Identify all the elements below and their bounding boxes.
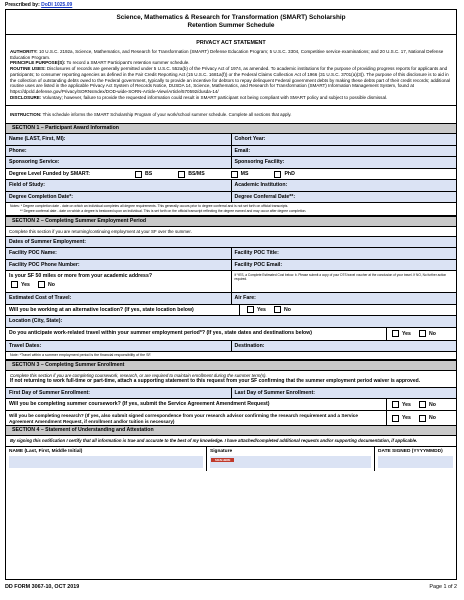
section-3-header: SECTION 3 – Completing Summer Enrollment — [6, 360, 456, 371]
name-field[interactable]: Name (LAST, First, MI): — [9, 136, 66, 143]
bsms-checkbox[interactable] — [178, 171, 185, 178]
cohort-year-field[interactable]: Cohort Year: — [231, 134, 457, 145]
estimated-cost-field[interactable]: Estimated Cost of Travel: — [9, 295, 72, 302]
signature-input[interactable] — [210, 456, 371, 468]
sponsoring-service-field[interactable]: Sponsoring Service: — [9, 159, 60, 166]
sponsoring-facility-field[interactable]: Sponsoring Facility: — [231, 157, 457, 168]
signature-label: Signature — [210, 448, 233, 454]
form-title-line2: Retention Summer Schedule — [187, 22, 275, 29]
alt-location-question: Will you be working at an alternative location? (If yes, state location below) — [9, 306, 194, 313]
page-number: Page 1 of 2 — [429, 584, 457, 590]
facility-poc-phone-field[interactable]: Facility POC Phone Number: — [9, 261, 80, 268]
research-question: Will you be completing research? (If yes, also submit signed correspondence from your research advisor confirming the research requirement and a Service Agreement Amendment Request, if enrollment and/or tuition is necessary) — [9, 413, 359, 424]
section-3-intro: Complete this section if you are completing coursework, research, or are required to maintain enrollment during the summer term(s). If not returning to work full-time or part-time, attach a supporting statement to this request from your SF confirming that the summer employment period waiver is approved. — [6, 371, 456, 387]
signer-name-label: NAME (Last, First, Middle Initial) — [9, 448, 83, 454]
field-of-study-field[interactable]: Field of Study: — [9, 182, 46, 189]
date-signed-label: DATE SIGNED (YYYYMMDD) — [378, 448, 443, 454]
facility-poc-name-field[interactable]: Facility POC Name: — [9, 250, 57, 257]
section-2-header: SECTION 2 – Completing Summer Employment Period — [6, 216, 456, 227]
bs-label: BS — [145, 171, 153, 178]
section-1-header: SECTION 1 – Participant Award Information — [6, 123, 456, 134]
section-1-notes: Notes: * Degree completion date - date on which an individual completes all degree requirements. This generally occurs prior to degree conferral and is not set forth on official transcripts. ** Degree conferral date - date on which a degree is bestowed upon an individual. This is set forth on the official transcript reflecting the degree earned and may occur after degree completion. — [6, 203, 456, 215]
prescribed-by — [5, 2, 72, 8]
travel-dates-field[interactable]: Travel Dates: — [9, 342, 42, 349]
date-signed-field[interactable] — [374, 447, 456, 471]
miles-note: If YES, a Complete Estimated Cost below. b. Please submit a copy of your DTS travel voucher at the conclusion of your travel. If NO, No further action required. — [231, 271, 457, 292]
location-field[interactable]: Location (City, State): — [9, 318, 63, 325]
facility-poc-title-field[interactable]: Facility POC Title: — [231, 248, 457, 259]
travel-yes-checkbox[interactable] — [392, 330, 399, 337]
last-day-enrollment-field[interactable]: Last Day of Summer Enrollment: — [231, 388, 457, 399]
facility-poc-email-field[interactable]: Facility POC Email: — [231, 260, 457, 271]
ms-label: MS — [240, 171, 249, 178]
phone-field[interactable]: Phone: — [9, 147, 27, 154]
sign-here-tag: SIGN HERE — [211, 458, 234, 462]
research-no-checkbox[interactable] — [419, 415, 426, 422]
air-fare-field[interactable]: Air Fare: — [231, 293, 457, 304]
section-4-header: SECTION 4 – Statement of Understanding and Attestation — [6, 426, 456, 436]
date-signed-input[interactable] — [378, 456, 453, 468]
prescribed-link[interactable]: DoDI 1025.09 — [41, 2, 73, 8]
destination-field[interactable]: Destination: — [231, 341, 457, 352]
privacy-statement: AUTHORITY: 10 U.S.C. 2192a, Science, Mathematics, and Research for Transformation (SMART) Defense Education Program; 5 U.S.C. 3304, Competitive service examinations; and 20 U.S.C. 17, National Defense Education Program. PRINCIPLE PURPOSE(S): To record a SMART Participant's retention summer schedule. ROUTINE USES: Disclosures of records are generally permitted under 5 U.S.C. 552a(b) of the Privacy Act of 1974, as amended. To academic institutions for the purpose of providing progress reports for applicants and participants; to consumer reporting agencies as defined in the Fair Credit Reporting Act (15 U.S.C. 1681a(f)) or the Federal Claims Collection Act of 1966 (31 U.S.C. 3701(a)(3)). The purpose of this disclosure is to aid in the collection of outstanding debts owed to the Federal government, typically to provide an incentive for debtors to repay delinquent Federal government debts by making these debts part of their credit records; additional routine uses are listed in the applicable Privacy Act System of Records Notice, DUSDA 14, Science, Mathematics, and Research for Transformation (SMART) Information Management System, found at https://dpcld.defense.gov/Privacy/SORNsIndex/DOD-wide-SORN-Article-View/Article/570592/dusda-14/ DISCLOSURE: Voluntary; however, failure to provide the requested information could result in SMART participant not being compliant with SMART policy and subject to possible dismissal. — [10, 49, 451, 100]
signature-field[interactable] — [206, 447, 374, 471]
form: Science, Mathematics & Research for Transformation (SMART) Scholarship Retention Summer Schedule PRIVACY ACT STATEMENT AUTHORITY: 10 U.S.C. 2192a, Science, Mathematics, and Research for Transformation (SMART) Defense Education Program; 5 U.S.C. 3304, Competitive service examinations; and 20 U.S.C. 17, National Defense Education Program. PRINCIPLE PURPOSE(S): To record a SMART Participant's retention summer schedule. ROUTINE USES: Disclosures of records are generally permitted under 5 U.S.C. 552a(b) of the Privacy Act of 1974, as amended. To academic institutions for the purpose of providing progress reports for applicants and participants; to consumer reporting agencies as defined in the Fair Credit Reporting Act (15 U.S.C. 1681a(f)) or the Federal Claims Collection Act of 1966 (31 U.S.C. 3701(a)(3)). The purpose of this disclosure is to aid in the collection of outstanding debts owed to the Federal government, typically to provide an incentive for debtors to repay delinquent Federal government debts by making these debts part of their credit records; additional routine uses are listed in the applicable Privacy Act System of Records Notice, DUSDA 14, Science, Mathematics, and Research for Transformation (SMART) Information Management System, found at https://dpcld.defense.gov/Privacy/SORNsIndex/DOD-wide-SORN-Article-View/Article/570592/dusda-14/ DISCLOSURE: Voluntary; however, failure to provide the requested information could result in SMART participant not being compliant with SMART policy and subject to possible dismissal. INSTRUCTION: This schedule informs the SMART Scholarship Program of your work/school summer schedule. Complete all sections that apply. SECTION 1 – Participant Award Information Name (LAST, First, MI): Cohort Year: Phone: Email: Sponsoring Service: Sponsoring Facility: Degree Level Funded by SMART: BS BS/MS MS PhD Field of Study: Academic Institution: Degree Completion Date*: Degree Conferral Date**: Notes: * Degree completion date - date on which an individual completes all degree requirements. This generally occurs prior to degree conferral and is not set forth on official transcripts. ** Degree conferral date - date on which a degree is bestowed upon an individual. This is set forth on the official transcript reflecting the degree earned and may occur after degree completion. SECTION 2 – Completing Summer Employment Period Complete this section if you are returning/continuing employment at your SF over the summer. Dates of Summer Employment: Facility POC Name: Facility POC Title: Facility POC Phone Number: Facility POC Email: Is your SF 50 miles or more from your academic address? Yes No If YES, a Complete Estimated Cost below. b. Please submit a copy of your DTS travel voucher at the conclusion of your travel. If NO, No further action required. Estimated Cost of Travel: Air Fare: Will you be working at an alternative location? (If yes, state location below) Yes No Location (City, State): Do you anticipate work-related travel within your summer employment period*? (If yes, state dates and destinations below) Yes No Travel Dates: Destination: Note: *Travel within a summer employment period is the financial responsibility of the SF. SECTION 3 – Completing Summer Enrollment Complete this section if you are completing coursework, research, or are required to maintain enrollment during the summer term(s). If not returning to work full-time or part-time, attach a supporting statement to this request from your SF confirming that the summer employment period waiver is approved. First Day of Summer Enrollment: Last Day of Summer Enrollment: Will you be completing summer coursework? (If yes, submit the Service Agreement Amendment Request) Yes No Will you be completing research? (If yes, also submit signed correspondence from your research advisor confirming the research requirement and a Service Agreement Amendment Request, if enrollment and/or tuition is necessary) Yes No SECTION 4 – Statement of Understanding and Attestation By signing this notification I certify that all information is true and accurate to the best of my knowledge. I have attached/completed additional requests and/or supporting documentation, if applicable. NAME (Last, First, Middle Initial) Signature SIGN HERE DATE SIGNED (YYYYMMDD) — [5, 9, 457, 580]
travel-question: Do you anticipate work-related travel within your summer employment period*? (If yes, state dates and destinations below) — [9, 329, 312, 336]
email-field[interactable]: Email: — [231, 146, 457, 157]
ms-checkbox[interactable] — [231, 171, 238, 178]
alt-no-checkbox[interactable] — [274, 306, 281, 313]
phd-label: PhD — [284, 171, 295, 178]
miles-yes-checkbox[interactable] — [11, 281, 18, 288]
academic-institution-field[interactable]: Academic Institution: — [231, 180, 457, 191]
degree-completion-date-field[interactable]: Degree Completion Date*: — [9, 193, 73, 200]
bs-checkbox[interactable] — [135, 171, 142, 178]
signer-name-input[interactable] — [9, 456, 203, 468]
travel-no-checkbox[interactable] — [419, 330, 426, 337]
instruction: INSTRUCTION: This schedule informs the SMART Scholarship Program of your work/school summer schedule. Complete all sections that apply. — [10, 112, 292, 118]
bsms-label: BS/MS — [188, 171, 205, 178]
coursework-question: Will you be completing summer coursework? (If yes, submit the Service Agreement Amendment Request) — [9, 401, 270, 408]
section-2-note: Note: *Travel within a summer employment period is the financial responsibility of the SF. — [6, 352, 456, 360]
miles-no-checkbox[interactable] — [38, 281, 45, 288]
dates-of-summer-employment-field[interactable]: Dates of Summer Employment: — [9, 238, 86, 245]
phd-checkbox[interactable] — [274, 171, 281, 178]
coursework-yes-checkbox[interactable] — [392, 401, 399, 408]
coursework-no-checkbox[interactable] — [419, 401, 426, 408]
alt-yes-checkbox[interactable] — [247, 306, 254, 313]
signer-name-field[interactable] — [6, 447, 206, 471]
research-yes-checkbox[interactable] — [392, 415, 399, 422]
attestation-statement: By signing this notification I certify that all information is true and accurate to the best of my knowledge. I have attached/completed additional requests and/or supporting documentation, if applicable. — [10, 438, 418, 444]
first-day-enrollment-field[interactable]: First Day of Summer Enrollment: — [9, 389, 90, 396]
footer — [5, 584, 457, 590]
form-title — [6, 10, 456, 30]
prescribed-by-label: Prescribed by: — [5, 2, 40, 8]
miles-question: Is your SF 50 miles or more from your academic address? Yes No — [9, 273, 152, 288]
form-number: DD FORM 3067-10, OCT 2019 — [5, 584, 80, 590]
privacy-heading: PRIVACY ACT STATEMENT — [196, 40, 266, 46]
degree-level-label: Degree Level Funded by SMART: — [9, 170, 90, 177]
section-2-intro: Complete this section if you are returning/continuing employment at your SF over the summer. — [9, 228, 192, 234]
degree-conferral-date-field[interactable]: Degree Conferral Date**: — [231, 192, 457, 203]
form-title-line1: Science, Mathematics & Research for Transformation (SMART) Scholarship — [116, 14, 346, 21]
